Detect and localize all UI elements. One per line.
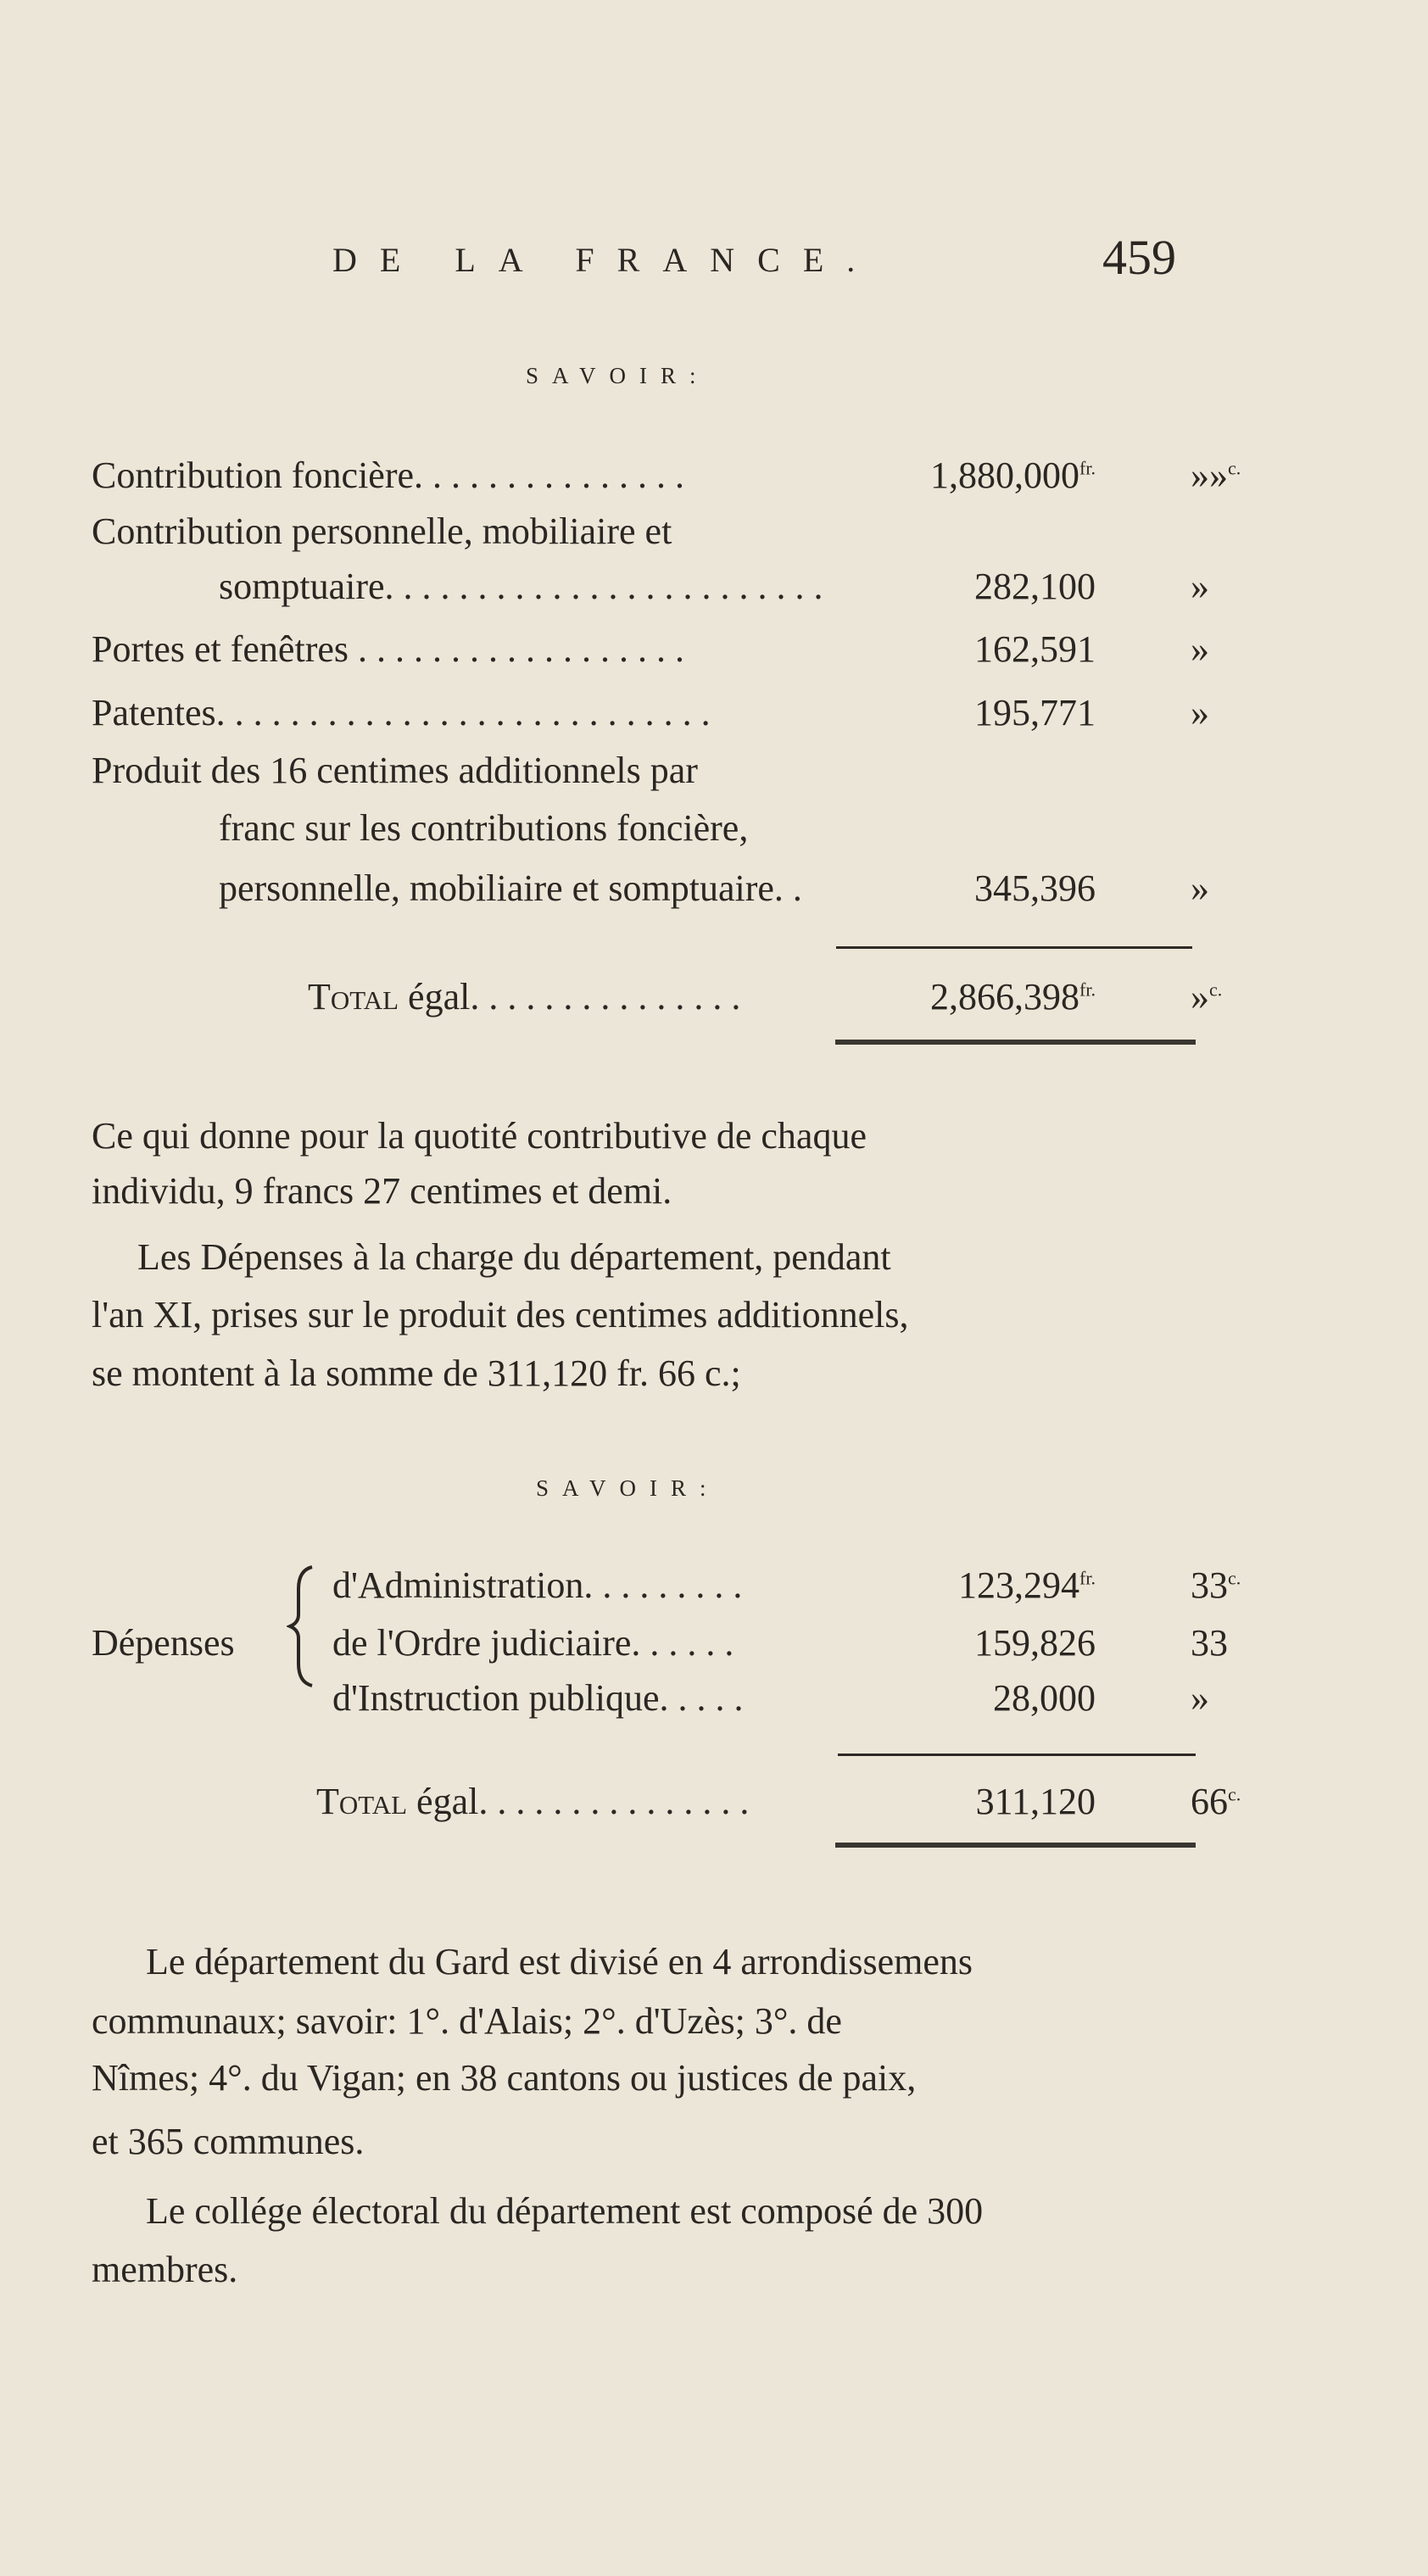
total-label: Total égal. . . . . . . . . . . . . . . [316,1781,750,1822]
double-rule [835,1843,1196,1848]
row-label: d'Administration. . . . . . . . . [332,1564,743,1606]
row-label: Contribution foncière. . . . . . . . . . . . . . . [92,454,685,496]
paragraph-line: communaux; savoir: 1°. d'Alais; 2°. d'Uzès; 3°. de [92,2000,842,2042]
table-row [92,806,1296,857]
row-label: Patentes. . . . . . . . . . . . . . . . . . . . . . . . . . . [92,692,711,733]
row-francs: 282,100 [974,566,1096,607]
paragraph-line: l'an XI, prises sur le produit des centimes additionnels, [92,1294,909,1335]
table-row [92,867,1296,917]
row-centimes: » [1191,692,1209,733]
table-row [332,1676,1296,1727]
row-label-continued: somptuaire. . . . . . . . . . . . . . . . . . . . . . . . [219,566,823,607]
savoir-heading: SAVOIR: [526,363,710,388]
paragraph-line: Le département du Gard est divisé en 4 arrondissemens [146,1941,973,1982]
row-label: de l'Ordre judiciaire. . . . . . [332,1622,734,1664]
row-label: Produit des 16 centimes additionnels par [92,750,698,791]
table-row [92,691,1296,742]
paragraph-line: se montent à la somme de 311,120 fr. 66 c.; [92,1352,741,1394]
table-row [332,1564,1296,1614]
paragraph-line: Ce qui donne pour la quotité contributive de chaque [92,1115,867,1157]
row-francs: $1,880,000^{fr.}$ [930,454,1096,496]
sum-rule [836,946,1192,949]
table-row [92,454,1296,505]
total-centimes: $66^{c.}$ [1191,1781,1241,1822]
paragraph-line: Nîmes; 4°. du Vigan; en 38 cantons ou justices de paix, [92,2057,917,2099]
table-row [92,627,1296,678]
paragraph-line: Les Dépenses à la charge du département, pendant [137,1236,891,1278]
row-centimes: » [1191,566,1209,607]
total-centimes: »$^{c.}$ [1191,976,1223,1018]
row-centimes: »»$^{c.}$ [1191,454,1241,496]
row-francs: 28,000 [993,1677,1096,1719]
row-francs: 162,591 [974,628,1096,670]
table-row [92,749,1296,800]
paragraph-line: membres. [92,2249,238,2290]
row-francs: 195,771 [974,692,1096,733]
row-label: Contribution personnelle, mobiliaire et [92,510,672,552]
paragraph-line: Le collége électoral du département est composé de 300 [146,2190,984,2232]
row-centimes: » [1191,628,1209,670]
total-francs: 311,120 [975,1781,1096,1822]
row-centimes: » [1191,867,1209,909]
paragraph-line: et 365 communes. [92,2121,365,2162]
row-francs: 159,826 [974,1622,1096,1664]
double-rule [835,1040,1196,1045]
total-francs: $2,866,398^{fr.}$ [930,976,1096,1018]
row-centimes: » [1191,1677,1209,1719]
running-header: DE LA FRANCE. [332,241,879,279]
sum-rule [838,1754,1196,1756]
total-row [92,1780,1296,1831]
brace-icon [287,1562,321,1689]
row-label-continued: franc sur les contributions foncière, [219,807,749,849]
row-label: Portes et fenêtres . . . . . . . . . . . . . . . . . . [92,628,684,670]
row-label: d'Instruction publique. . . . . [332,1677,744,1719]
page-number: 459 [1102,230,1176,285]
table-row [332,1621,1296,1672]
total-label: Total égal. . . . . . . . . . . . . . . [308,976,741,1018]
savoir-heading: SAVOIR: [536,1475,720,1501]
row-centimes: $33^{c.}$ [1191,1564,1241,1606]
depenses-label: Dépenses [92,1622,235,1664]
row-francs: $123,294^{fr.}$ [958,1564,1096,1606]
table-row [92,565,1296,616]
paragraph-line: individu, 9 francs 27 centimes et demi. [92,1170,672,1212]
row-francs: 345,396 [974,867,1096,909]
row-centimes: 33 [1191,1622,1228,1664]
table-row [92,510,1296,560]
row-label-continued: personnelle, mobiliaire et somptuaire. . [219,867,802,909]
total-row [92,975,1296,1026]
